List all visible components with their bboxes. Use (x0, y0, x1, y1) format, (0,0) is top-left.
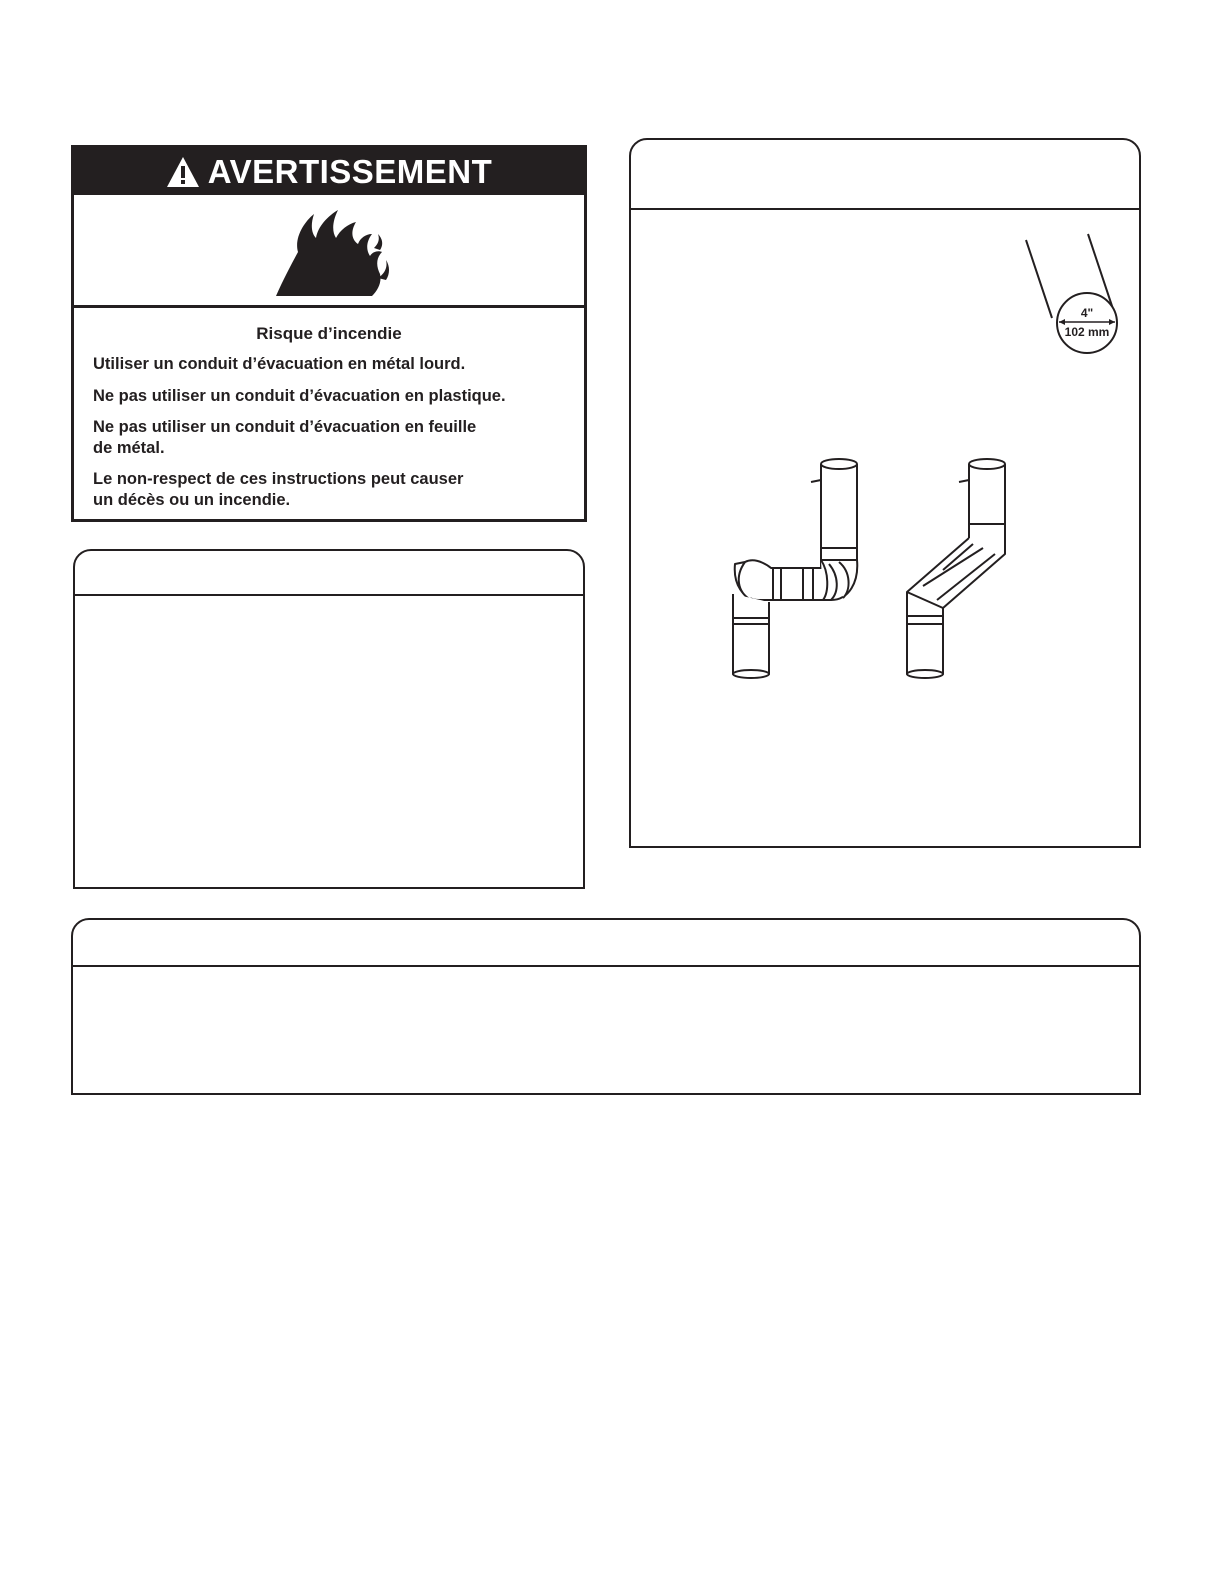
warning-risk-heading: Risque d’incendie (256, 324, 402, 343)
duct-diameter-diagram (1016, 232, 1141, 362)
warning-header (74, 148, 584, 195)
warning-box (71, 145, 587, 522)
duct-diagram-panel (629, 138, 1141, 848)
dimension-inches: 4" (1080, 306, 1094, 320)
empty-panel-left (73, 549, 585, 889)
warning-title: AVERTISSEMENT (207, 152, 493, 190)
warning-line-4a: Le non-respect de ces instructions peut causer (93, 470, 464, 488)
warning-divider (74, 305, 584, 308)
panel-header-rule (631, 208, 1139, 210)
warning-line-1: Utiliser un conduit d’évacuation en métal lourd. (93, 355, 466, 373)
warning-line-3a: Ne pas utiliser un conduit d’évacuation en feuille (93, 418, 477, 436)
warning-triangle-icon (166, 156, 200, 188)
elbow-ducts-diagram (711, 452, 1031, 682)
warning-line-2: Ne pas utiliser un conduit d’évacuation en plastique. (93, 387, 506, 405)
warning-line-4b: un décès ou un incendie. (93, 491, 291, 509)
empty-panel-bottom (71, 918, 1141, 1095)
panel-header-rule (75, 594, 583, 596)
dimension-mm: 102 mm (1064, 325, 1110, 339)
warning-line-3b: de métal. (93, 439, 165, 457)
warning-line-4 (93, 469, 563, 511)
fire-icon (274, 208, 392, 298)
warning-line-3 (93, 417, 563, 459)
panel-header-rule (73, 965, 1139, 967)
